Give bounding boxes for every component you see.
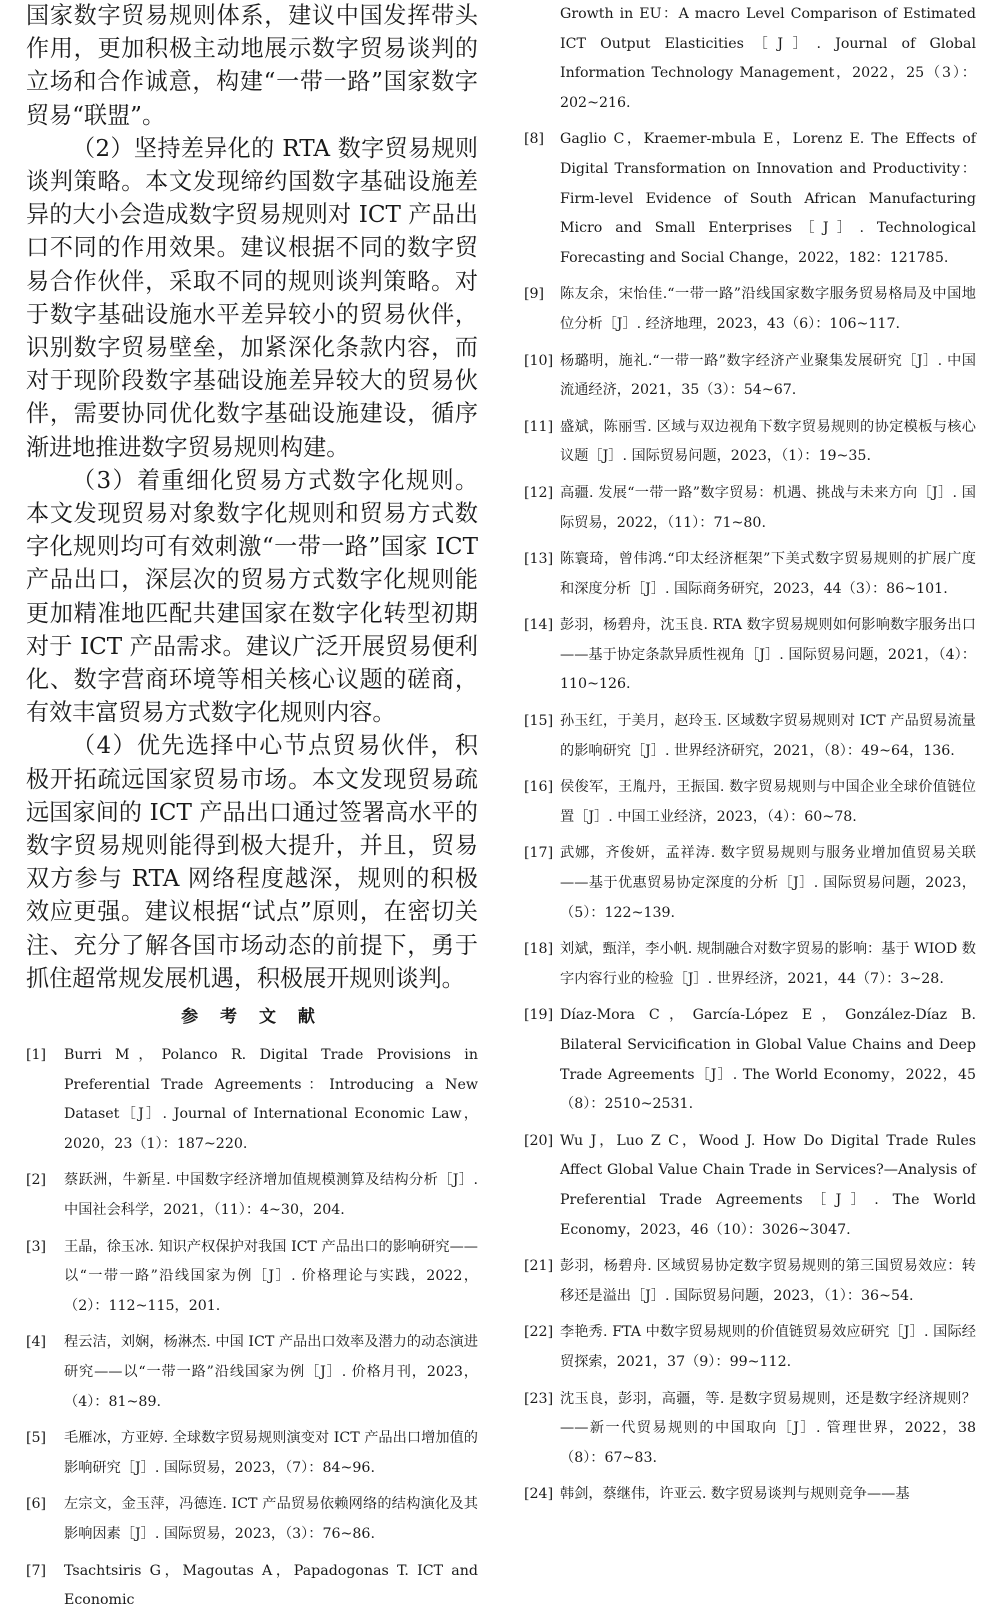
reference-text: Growth in EU：A macro Level Comparison of Estimated ICT Output Elasticities［J］. Journal of Global Information Technology Management，2022，25（3）：202~216. — [560, 6, 976, 111]
reference-text: 彭羽，杨碧舟，沈玉良. RTA 数字贸易规则如何影响数字服务出口——基于协定条款异质性视角［J］. 国际贸易问题，2021，（4）：110~126. — [560, 617, 976, 693]
reference-text: 刘斌，甄洋，李小帆. 规制融合对数字贸易的影响：基于 WIOD 数字内容行业的检验［J］. 世界经济，2021，44（7）：3~28. — [560, 941, 976, 987]
body-paragraph: 国家数字贸易规则体系，建议中国发挥带头作用，更加积极主动地展示数字贸易谈判的立场和合作诚意，构建“一带一路”国家数字贸易“联盟”。 — [26, 3, 478, 129]
reference-item — [524, 1252, 976, 1311]
reference-number: [7] — [26, 1562, 47, 1579]
reference-number: [1] — [26, 1047, 47, 1064]
reference-item — [26, 1233, 478, 1322]
reference-number: [4] — [26, 1334, 47, 1351]
reference-number: [3] — [26, 1238, 47, 1255]
reference-text: 彭羽，杨碧舟. 区域贸易协定数字贸易规则的第三国贸易效应：转移还是溢出［J］. 国际贸易问题，2023，（1）：36~54. — [560, 1258, 976, 1304]
reference-number: [11] — [524, 418, 554, 435]
reference-item — [26, 1424, 478, 1483]
reference-item — [524, 347, 976, 406]
reference-item — [524, 1318, 976, 1377]
reference-number: [23] — [524, 1390, 554, 1407]
reference-text: Gaglio C，Kraemer-mbula E，Lorenz E. The Effects of Digital Transformation on Innovation and Productivity：Firm-level Evidence of South African Manufacturing Micro and Small Enterprises［J］. Technological Forecasting and Social Change，2022，182：121785. — [560, 131, 976, 266]
reference-text: 陈友余，宋怡佳.“一带一路”沿线国家数字服务贸易格局及中国地位分析［J］. 经济地理，2023，43（6）：106~117. — [560, 286, 976, 332]
reference-item — [524, 1001, 976, 1119]
reference-text: 陈寰琦，曾伟鸿.“印太经济框架”下美式数字贸易规则的扩展广度和深度分析［J］. 国际商务研究，2023，44（3）：86~101. — [560, 551, 976, 597]
reference-number: [9] — [524, 286, 545, 303]
reference-text: 王晶，徐玉冰. 知识产权保护对我国 ICT 产品出口的影响研究——以“一带一路”沿线国家为例［J］. 价格理论与实践，2022，（2）：112~115，201. — [64, 1238, 478, 1314]
right-column — [524, 0, 976, 1517]
reference-number: [15] — [524, 713, 554, 730]
reference-text: 杨璐明，施礼.“一带一路”数字经济产业聚集发展研究［J］. 中国流通经济，2021，35（3）：54~67. — [560, 352, 976, 399]
body-paragraph: （4）优先选择中心节点贸易伙伴，积极开拓疏远国家贸易市场。本文发现贸易疏远国家间的 ICT 产品出口通过签署高水平的数字贸易规则能得到极大提升，并且，贸易双方参与 RTA 网络程度越深，规则的积极效应更强。建议根据“试点”原则，在密切关注、充分了解各国市场动态的前提下，勇于抓住超常规发展机遇，积极展开规则谈判。 — [26, 733, 478, 992]
reference-text: 程云洁，刘娴，杨淋杰. 中国 ICT 产品出口效率及潜力的动态演进研究——以“一带一路”沿线国家为例［J］. 价格月刊，2023，（4）：81~89. — [64, 1334, 478, 1410]
reference-number: [13] — [524, 551, 554, 568]
reference-item — [524, 545, 976, 604]
reference-text: Tsachtsiris G，Magoutas A，Papadogonas T. ICT and Economic — [64, 1562, 478, 1609]
reference-number: [17] — [524, 845, 554, 862]
reference-text: 左宗文，金玉萍，冯德连. ICT 产品贸易依赖网络的结构演化及其影响因素［J］. 国际贸易，2023，（3）：76~86. — [64, 1496, 478, 1542]
reference-item — [524, 773, 976, 832]
reference-item — [524, 413, 976, 472]
reference-number: [20] — [524, 1132, 554, 1149]
reference-text: 蔡跃洲，牛新星. 中国数字经济增加值规模测算及结构分析［J］. 中国社会科学，2021，（11）：4~30，204. — [64, 1172, 478, 1219]
reference-text: 武娜，齐俊妍，孟祥涛. 数字贸易规则与服务业增加值贸易关联——基于优惠贸易协定深度的分析［J］. 国际贸易问题，2023，（5）：122~139. — [560, 845, 976, 921]
reference-item — [524, 125, 976, 273]
reference-text: 沈玉良，彭羽，高疆，等. 是数字贸易规则，还是数字经济规则？——新一代贸易规则的中国取向［J］. 管理世界，2022，38（8）：67~83. — [560, 1390, 976, 1466]
body-paragraph: （3）着重细化贸易方式数字化规则。本文发现贸易对象数字化规则和贸易方式数字化规则均可有效刺激“一带一路”国家 ICT 产品出口，深层次的贸易方式数字化规则能更加精准地匹配共建国家在数字化转型初期对于 ICT 产品需求。建议广泛开展贸易便利化、数字营商环境等相关核心议题的磋商，有效丰富贸易方式数字化规则内容。 — [26, 467, 478, 727]
reference-item — [524, 839, 976, 928]
reference-number: [10] — [524, 352, 554, 369]
reference-number: [14] — [524, 617, 554, 634]
references-list-right — [524, 0, 976, 1510]
reference-text: 孙玉红，于美月，赵玲玉. 区域数字贸易规则对 ICT 产品贸易流量的影响研究［J］. 世界经济研究，2021，（8）：49~64，136. — [560, 713, 976, 759]
reference-item — [26, 1328, 478, 1417]
reference-text: 侯俊军，王胤丹，王振国. 数字贸易规则与中国企业全球价值链位置［J］. 中国工业经济，2023，（4）：60~78. — [560, 779, 976, 825]
reference-text: 盛斌，陈丽雪. 区域与双边视角下数字贸易规则的协定模板与核心议题［J］. 国际贸易问题，2023，（1）：19~35. — [560, 418, 976, 465]
reference-number: [5] — [26, 1430, 47, 1447]
reference-number: [16] — [524, 779, 554, 796]
reference-item — [524, 611, 976, 700]
reference-number: [8] — [524, 131, 545, 148]
reference-text: 韩剑，蔡继伟，许亚云. 数字贸易谈判与规则竞争——基 — [560, 1486, 910, 1503]
reference-item — [524, 1127, 976, 1245]
reference-item — [524, 707, 976, 766]
reference-item — [26, 1490, 478, 1549]
reference-text: 高疆. 发展“一带一路”数字贸易：机遇、挑战与未来方向［J］. 国际贸易，2022，（11）：71~80. — [560, 484, 976, 531]
reference-text: Díaz-Mora C，García-López E，González-Díaz B. Bilateral Servicification in Global Value Chains and Deep Trade Agreements［J］. The World Economy，2022，45（8）：2510~2531. — [560, 1007, 976, 1113]
reference-item — [524, 1480, 976, 1510]
reference-item — [524, 935, 976, 994]
reference-item — [524, 280, 976, 339]
reference-number: [22] — [524, 1324, 554, 1341]
reference-number: [18] — [524, 941, 554, 958]
reference-number: [24] — [524, 1486, 554, 1503]
reference-number: [12] — [524, 484, 554, 501]
reference-text: Wu J，Luo Z C，Wood J. How Do Digital Trade Rules Affect Global Value Chain Trade in Services?—Analysis of Preferential Trade Agreements［J］. The World Economy，2023，46（10）：3026~3047. — [560, 1132, 976, 1238]
reference-number: [6] — [26, 1496, 47, 1513]
reference-text: Burri M，Polanco R. Digital Trade Provisions in Preferential Trade Agreements：Introducing a New Dataset［J］. Journal of International Economic Law，2020，23（1）：187~220. — [64, 1047, 478, 1152]
reference-item — [26, 1166, 478, 1225]
reference-number: [21] — [524, 1258, 554, 1275]
body-paragraph: （2）坚持差异化的 RTA 数字贸易规则谈判策略。本文发现缔约国数字基础设施差异的大小会造成数字贸易规则对 ICT 产品出口不同的作用效果。建议根据不同的数字贸易合作伙伴，采取不同的规则谈判策略。对于数字基础设施水平差异较小的贸易伙伴，识别数字贸易壁垒，加紧深化条款内容，而对于现阶段数字基础设施差异较大的贸易伙伴，需要协同优化数字基础设施建设，循序渐进地推进数字贸易规则构建。 — [26, 135, 478, 461]
references-heading: 参 考 文 献 — [181, 1007, 323, 1028]
left-column — [26, 0, 478, 1623]
reference-text: 毛雁冰，方亚婷. 全球数字贸易规则演变对 ICT 产品出口增加值的影响研究［J］. 国际贸易，2023，（7）：84~96. — [64, 1430, 478, 1476]
reference-item — [524, 1385, 976, 1474]
reference-item — [524, 0, 976, 118]
references-list-left — [26, 1041, 478, 1616]
reference-text: 李艳秀. FTA 中数字贸易规则的价值链贸易效应研究［J］. 国际经贸探索，2021，37（9）：99~112. — [560, 1324, 976, 1370]
reference-item — [524, 479, 976, 538]
reference-item — [26, 1557, 478, 1616]
reference-number: [19] — [524, 1007, 554, 1024]
reference-item — [26, 1041, 478, 1159]
reference-number: [2] — [26, 1172, 47, 1189]
